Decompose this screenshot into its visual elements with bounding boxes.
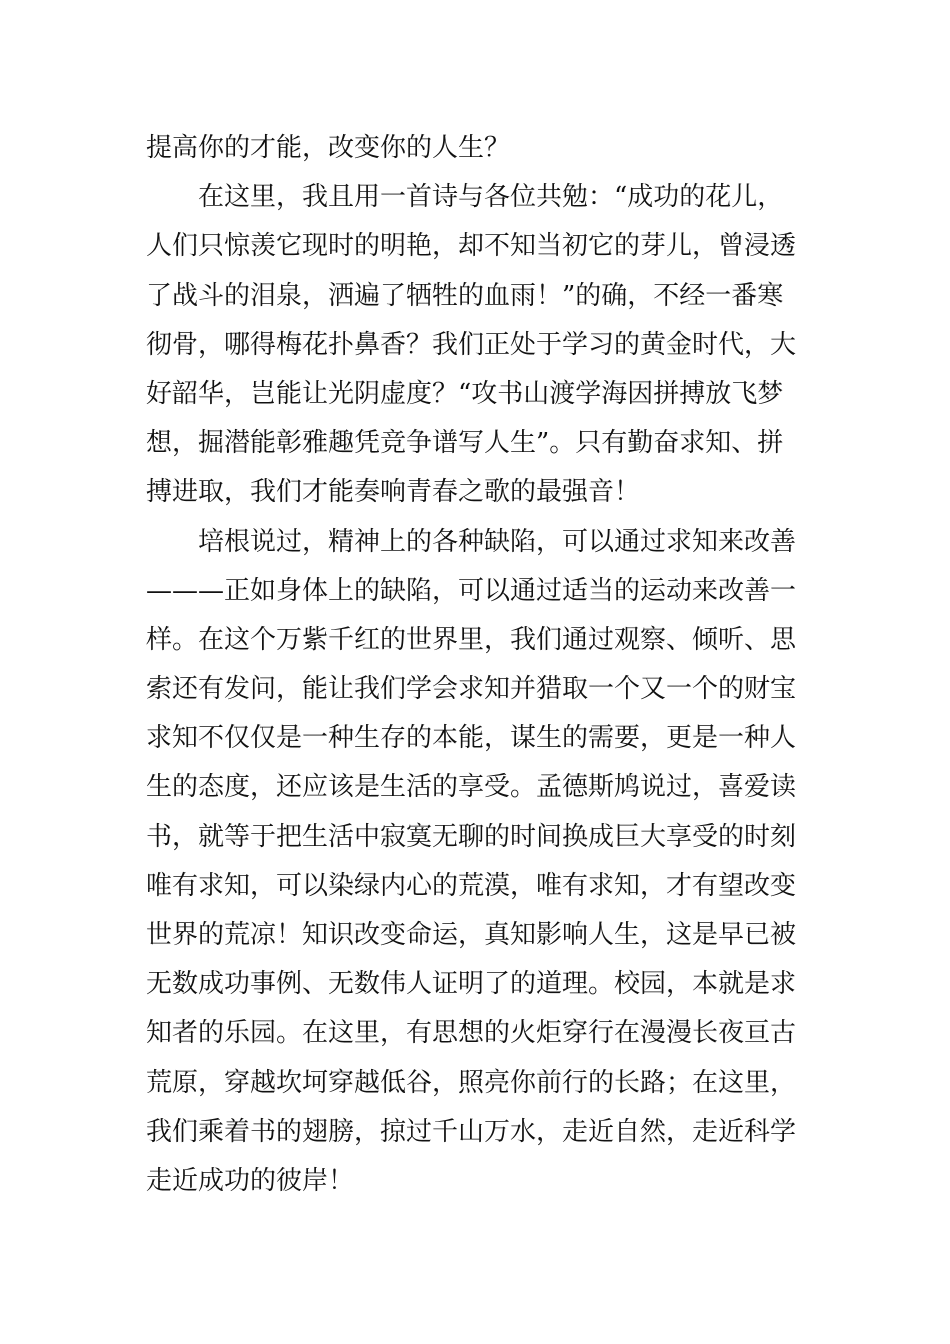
text-line: 走近成功的彼岸！ <box>146 1165 355 1196</box>
text-line: 搏进取，我们才能奏响青春之歌的最强音！ <box>146 477 641 508</box>
text-line: 世界的荒凉！知识改变命运，真知影响人生，这是早已被 <box>146 920 797 950</box>
text-line: 彻骨，哪得梅花扑鼻香？我们正处于学习的黄金时代，大 <box>146 329 797 360</box>
text-line: 样。在这个万紫千红的世界里，我们通过观察、倾听、思 <box>146 624 797 655</box>
body-text <box>146 124 810 1206</box>
text-line: 无数成功事例、无数伟人证明了的道理。校园，本就是求 <box>146 969 797 1000</box>
text-line: 提高你的才能，改变你的人生？ <box>146 133 511 163</box>
text-line: 知者的乐园。在这里，有思想的火炬穿行在漫漫长夜亘古 <box>146 1018 797 1049</box>
paragraph-first-line: 培根说过，精神上的各种缺陷，可以通过求知来改善 <box>198 526 797 557</box>
text-line: 好韶华，岂能让光阴虚度？“攻书山渡学海因拼搏放飞梦 <box>146 378 784 409</box>
text-line: ———正如身体上的缺陷，可以通过适当的运动来改善一 <box>146 575 797 606</box>
text-line: 了战斗的泪泉，洒遍了牺牲的血雨！”的确，不经一番寒 <box>146 280 784 311</box>
text-line: 我们乘着书的翅膀，掠过千山万水，走近自然，走近科学 <box>146 1116 797 1147</box>
text-line: 求知不仅仅是一种生存的本能，谋生的需要，更是一种人 <box>146 723 797 754</box>
text-line: 想，掘潜能彰雅趣凭竞争谱写人生”。只有勤奋求知、拼 <box>146 428 784 459</box>
text-line: 荒原，穿越坎坷穿越低谷，照亮你前行的长路；在这里， <box>146 1067 797 1098</box>
text-line: 生的态度，还应该是生活的享受。孟德斯鸠说过，喜爱读 <box>146 772 797 803</box>
text-line: 书，就等于把生活中寂寞无聊的时间换成巨大享受的时刻 <box>146 821 797 852</box>
paragraph-first-line: 在这里，我且用一首诗与各位共勉：“成功的花儿， <box>198 182 784 213</box>
text-line: 索还有发问，能让我们学会求知并猎取一个又一个的财宝 <box>146 674 797 705</box>
text-line: 唯有求知，可以染绿内心的荒漠，唯有求知，才有望改变 <box>146 870 797 901</box>
text-line: 人们只惊羡它现时的明艳，却不知当初它的芽儿，曾浸透 <box>146 231 797 262</box>
